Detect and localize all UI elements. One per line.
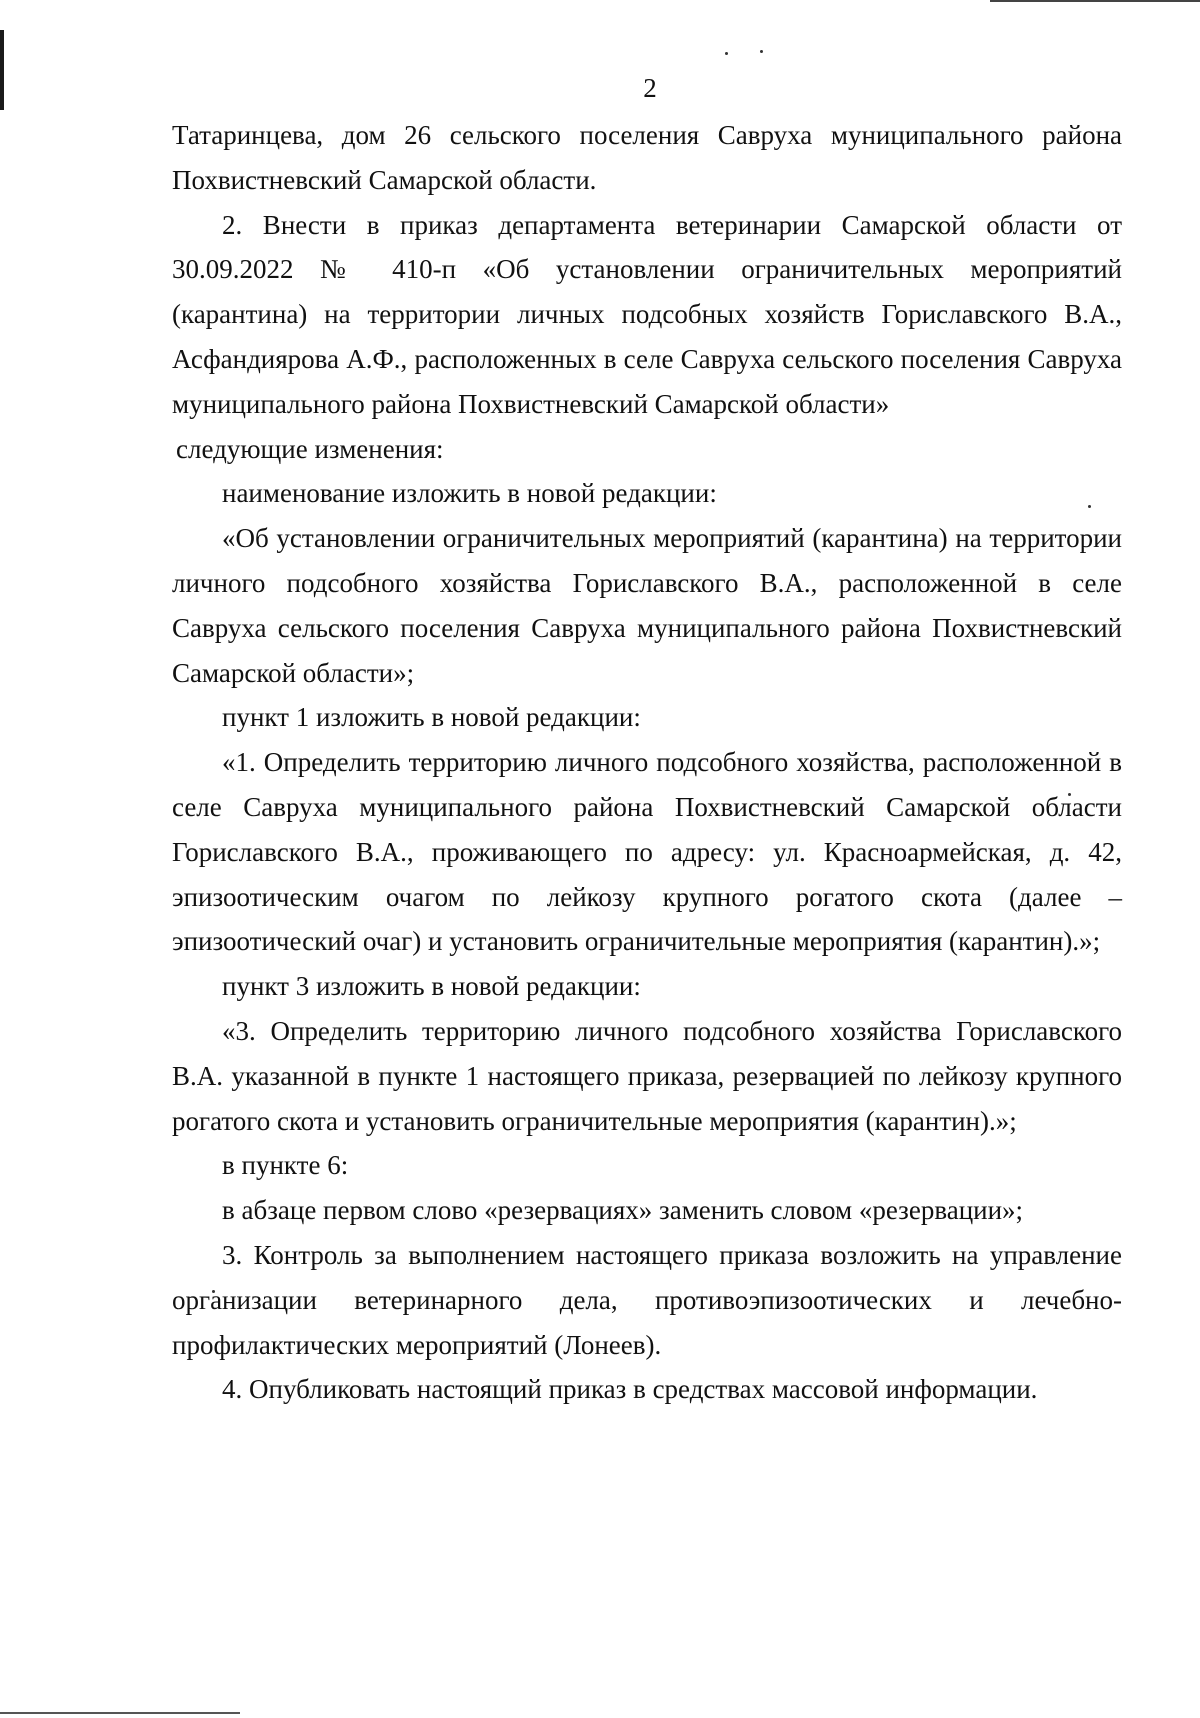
paragraph: 3. Контроль за выполнением настоящего приказа возложить на управление организации ветеринарного дела, противоэпизоотических и лечебно-профилактических мероприятий (Лонеев). — [172, 1239, 1122, 1360]
paragraph: в абзаце первом слово «резервациях» заменить словом «резервации»; — [222, 1195, 1024, 1226]
scan-top-line — [990, 0, 1200, 2]
page-number: 2 — [643, 73, 657, 103]
scan-speck — [760, 50, 763, 53]
paragraph: пункт 3 изложить в новой редакции: — [222, 971, 641, 1002]
paragraph: 4. Опубликовать настоящий приказ в средствах массовой информации. — [222, 1374, 1038, 1405]
scan-speck — [725, 52, 728, 55]
paragraph: следующие изменения: — [176, 433, 444, 464]
paragraph: «Об установлении ограничительных мероприятий (карантина) на территории личного подсобного хозяйства Гориславского В.А., расположенной в селе Савруха сельского поселения Савруха муниципального района Похвистневский Самарской области»; — [172, 523, 1122, 688]
paragraph: Татаринцева, дом 26 сельского поселения Савруха муниципального района Похвистневский Самарской области. — [172, 120, 1122, 195]
paragraph: «3. Определить территорию личного подсобного хозяйства Гориславского В.А. указанной в пункте 1 настоящего приказа, резервацией по лейкозу крупного рогатого скота и установить ограничительные мероприятия (карантин).»; — [172, 1015, 1122, 1136]
paragraph: наименование изложить в новой редакции: — [222, 478, 717, 509]
scan-bottom-line — [0, 1712, 240, 1714]
document-body — [172, 113, 1122, 1412]
paragraph: в пункте 6: — [222, 1150, 349, 1181]
paragraph: 2. Внести в приказ департамента ветеринарии Самарской области от 30.09.2022 № 410-п «Об установлении ограничительных мероприятий (карантина) на территории личных подсобных хозяйств Гориславского В.А., Асфандиярова А.Ф., расположенных в селе Савруха сельского поселения Савруха муниципального района Похвистневский Самарской области» — [172, 209, 1122, 419]
paragraph: пункт 1 изложить в новой редакции: — [222, 702, 641, 733]
paragraph: «1. Определить территорию личного подсобного хозяйства, расположенной в селе Савруха муниципального района Похвистневский Самарской области Гориславского В.А., проживающего по адресу: ул. Красноармейская, д. 42, эпизоотическим очагом по лейкозу крупного рогатого скота (далее – эпизоотический очаг) и установить ограничительные мероприятия (карантин).»; — [172, 747, 1122, 957]
